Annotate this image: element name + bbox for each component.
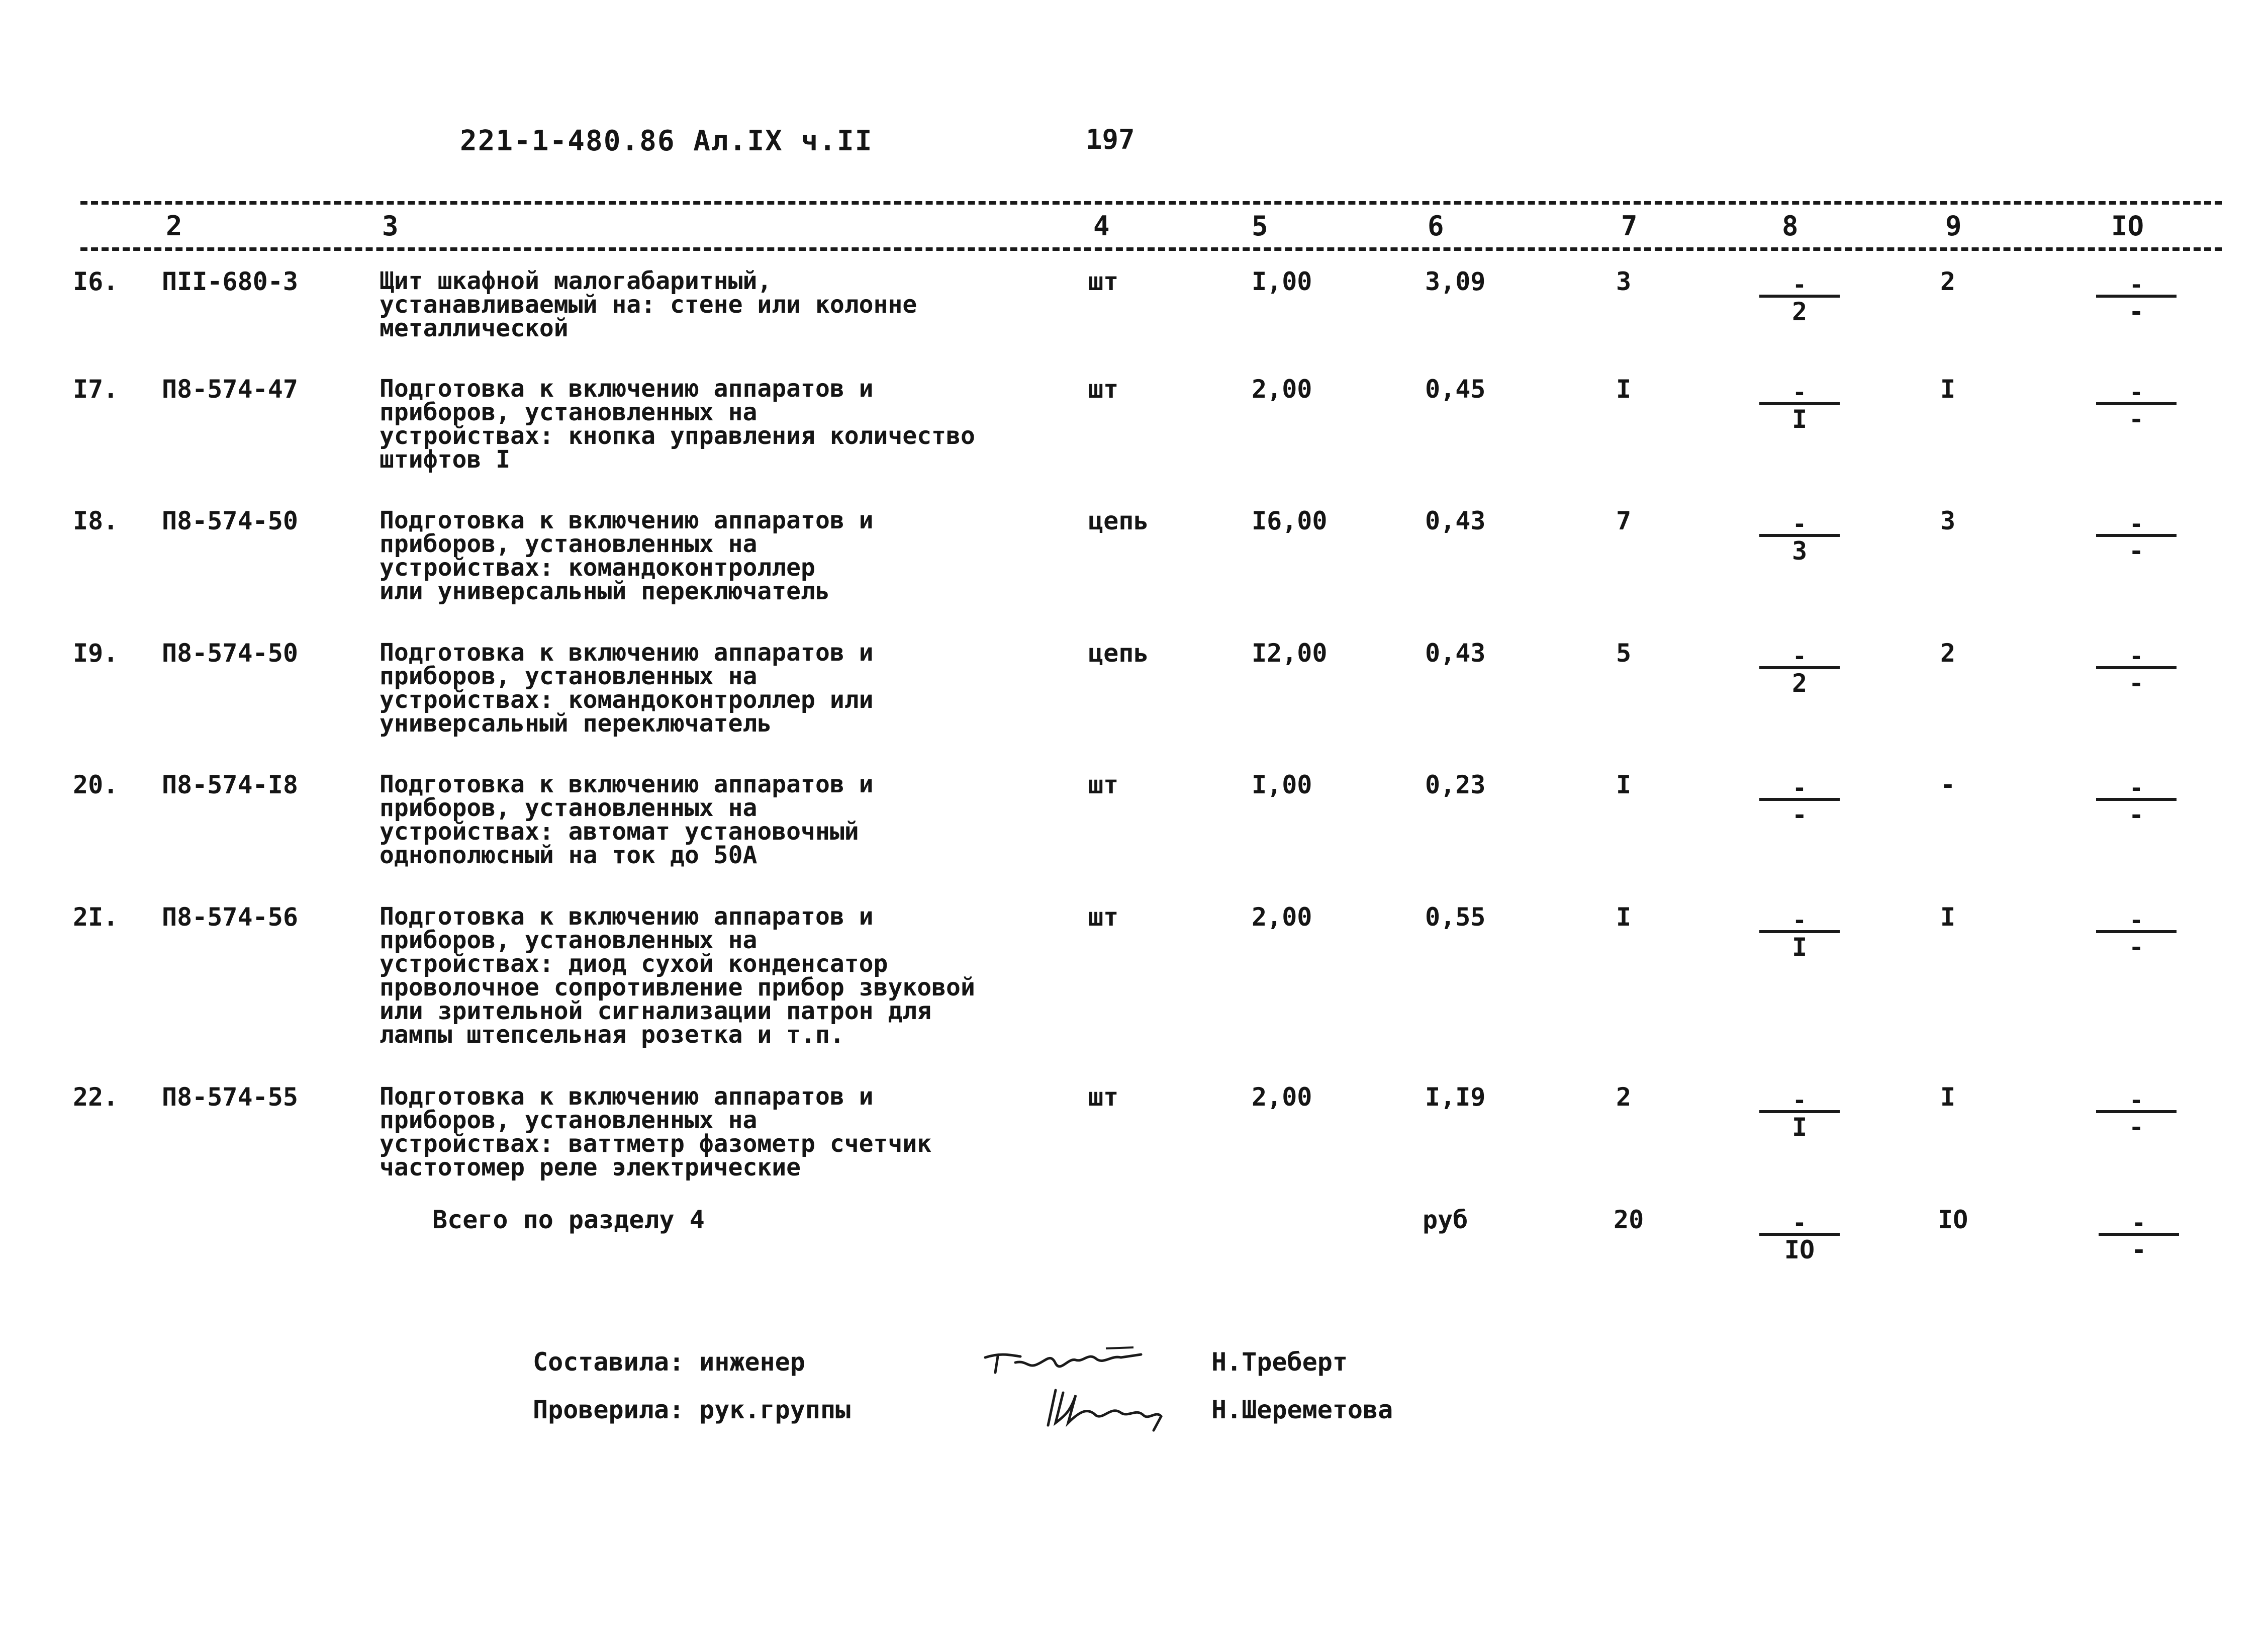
fraction-numerator: - xyxy=(1792,271,1807,298)
total-value: I xyxy=(1616,902,1632,932)
total-value: 5 xyxy=(1616,639,1632,668)
quantity: 2,00 xyxy=(1252,1082,1312,1112)
work-description: Подготовка к включению аппаратов и приборов, установленных на устройствах: диод сухой конденсатор проволочное сопротивление прибор звуковой или зрительной сигнализации патрон для лампы штепсельная розетка и т.п. xyxy=(380,902,975,1049)
fraction-numerator: - xyxy=(1792,1209,1807,1236)
work-description: Щит шкафной малогабаритный, устанавливаемый на: стене или колонне металлической xyxy=(380,267,917,342)
quantity: I2,00 xyxy=(1252,639,1328,668)
price-code: П8-574-50 xyxy=(162,639,298,668)
column-10-fraction xyxy=(2096,379,2177,434)
unit-price: 0,23 xyxy=(1425,770,1486,799)
column-10-fraction xyxy=(2096,510,2177,566)
column-10-fraction xyxy=(2096,774,2177,830)
document-code: 221-1-480.86 Ал.IX ч.II xyxy=(460,125,873,157)
fraction-denominator: 2 xyxy=(1791,297,1808,326)
compiled-by-name: Н.Треберт xyxy=(1211,1347,1348,1377)
row-number: I8. xyxy=(73,506,119,535)
work-description: Подготовка к включению аппаратов и приборов, установленных на устройствах: автомат установочный однополюсный на ток до 50А xyxy=(380,770,874,869)
unit-of-measure: шт xyxy=(1088,902,1119,932)
column-9-value: - xyxy=(1940,770,1956,799)
column-8-fraction xyxy=(1759,643,1840,698)
work-description: Подготовка к включению аппаратов и приборов, установленных на устройствах: ваттметр фазометр счетчик частотомер реле электрические xyxy=(380,1082,932,1182)
fraction-denominator: - xyxy=(2128,405,2144,434)
total-value: 7 xyxy=(1616,506,1632,535)
unit-price: 3,09 xyxy=(1425,267,1486,296)
summary-total: 20 xyxy=(1614,1205,1644,1234)
column-9-value: 3 xyxy=(1940,506,1956,535)
header-top-rule xyxy=(80,201,2222,205)
column-header-6: 6 xyxy=(1428,210,1444,242)
summary-col10-fraction xyxy=(2099,1209,2179,1264)
summary-label: Всего по разделу 4 xyxy=(432,1205,705,1234)
fraction-numerator: - xyxy=(2129,1086,2143,1114)
price-code: П8-574-50 xyxy=(162,506,298,535)
unit-price: 0,55 xyxy=(1425,902,1486,932)
fraction-numerator: - xyxy=(1792,510,1807,537)
signature-treberg xyxy=(980,1337,1146,1383)
column-9-value: I xyxy=(1940,375,1956,404)
column-8-fraction xyxy=(1759,774,1840,830)
unit-of-measure: цепь xyxy=(1088,639,1149,668)
fraction-numerator: - xyxy=(2129,906,2143,934)
fraction-numerator: - xyxy=(1792,906,1807,934)
column-8-fraction xyxy=(1759,379,1840,434)
column-header-4: 4 xyxy=(1093,210,1110,242)
quantity: I,00 xyxy=(1252,267,1312,296)
fraction-denominator: - xyxy=(1791,800,1808,830)
column-10-fraction xyxy=(2096,643,2177,698)
price-code: П8-574-I8 xyxy=(162,770,298,799)
fraction-denominator: - xyxy=(2128,933,2144,962)
fraction-denominator: - xyxy=(2128,1113,2144,1142)
page-number: 197 xyxy=(1086,124,1135,155)
unit-of-measure: цепь xyxy=(1088,506,1149,535)
column-9-value: 2 xyxy=(1940,267,1956,296)
quantity: I,00 xyxy=(1252,770,1312,799)
row-number: 2I. xyxy=(73,902,119,932)
fraction-denominator: I xyxy=(1791,933,1808,962)
column-header-5: 5 xyxy=(1252,210,1268,242)
price-code: П8-574-47 xyxy=(162,375,298,404)
column-9-value: I xyxy=(1940,902,1956,932)
summary-unit: руб xyxy=(1423,1205,1468,1234)
column-header-10: IO xyxy=(2111,210,2144,242)
fraction-numerator: - xyxy=(1792,643,1807,670)
quantity: 2,00 xyxy=(1252,902,1312,932)
unit-price: 0,43 xyxy=(1425,506,1486,535)
signature-sheremetova xyxy=(1041,1380,1181,1435)
fraction-denominator: I xyxy=(1791,1113,1808,1142)
row-number: I9. xyxy=(73,639,119,668)
fraction-denominator: - xyxy=(2128,800,2144,830)
fraction-denominator: - xyxy=(2128,536,2144,566)
fraction-numerator: - xyxy=(2129,774,2143,801)
unit-price: I,I9 xyxy=(1425,1082,1486,1112)
fraction-denominator: IO xyxy=(1784,1235,1815,1264)
summary-col8-fraction xyxy=(1759,1209,1840,1264)
total-value: I xyxy=(1616,375,1632,404)
unit-of-measure: шт xyxy=(1088,375,1119,404)
fraction-numerator: - xyxy=(2129,643,2143,670)
checked-by-name: Н.Шереметова xyxy=(1211,1395,1393,1424)
fraction-numerator: - xyxy=(1792,379,1807,406)
fraction-numerator: - xyxy=(2129,379,2143,406)
work-description: Подготовка к включению аппаратов и приборов, установленных на устройствах: кнопка управления количество штифтов I xyxy=(380,375,975,474)
price-code: ПII-680-3 xyxy=(162,267,298,296)
column-8-fraction xyxy=(1759,1086,1840,1142)
fraction-numerator: - xyxy=(2132,1209,2146,1236)
unit-of-measure: шт xyxy=(1088,1082,1119,1112)
total-value: 2 xyxy=(1616,1082,1632,1112)
quantity: I6,00 xyxy=(1252,506,1328,535)
fraction-denominator: - xyxy=(2128,297,2144,326)
quantity: 2,00 xyxy=(1252,375,1312,404)
price-code: П8-574-55 xyxy=(162,1082,298,1112)
column-10-fraction xyxy=(2096,906,2177,962)
fraction-denominator: 2 xyxy=(1791,669,1808,698)
total-value: I xyxy=(1616,770,1632,799)
fraction-numerator: - xyxy=(2129,510,2143,537)
unit-of-measure: шт xyxy=(1088,770,1119,799)
column-8-fraction xyxy=(1759,906,1840,962)
fraction-denominator: I xyxy=(1791,405,1808,434)
column-9-value: 2 xyxy=(1940,639,1956,668)
work-description: Подготовка к включению аппаратов и приборов, установленных на устройствах: командоконтроллер или универсальный переключатель xyxy=(380,506,874,605)
unit-price: 0,45 xyxy=(1425,375,1486,404)
column-8-fraction xyxy=(1759,510,1840,566)
unit-of-measure: шт xyxy=(1088,267,1119,296)
checked-by-label: Проверила: рук.группы xyxy=(533,1395,851,1424)
column-8-fraction xyxy=(1759,271,1840,326)
header-bottom-rule xyxy=(80,247,2222,251)
price-code: П8-574-56 xyxy=(162,902,298,932)
row-number: 22. xyxy=(73,1082,119,1112)
column-header-8: 8 xyxy=(1782,210,1799,242)
column-header-3: 3 xyxy=(382,210,399,242)
column-header-9: 9 xyxy=(1945,210,1962,242)
fraction-numerator: - xyxy=(2129,271,2143,298)
row-number: 20. xyxy=(73,770,119,799)
work-description: Подготовка к включению аппаратов и приборов, установленных на устройствах: командоконтроллер или универсальный переключатель xyxy=(380,639,874,738)
unit-price: 0,43 xyxy=(1425,639,1486,668)
column-header-2: 2 xyxy=(166,210,182,242)
column-header-7: 7 xyxy=(1621,210,1638,242)
fraction-numerator: - xyxy=(1792,774,1807,801)
column-10-fraction xyxy=(2096,271,2177,326)
total-value: 3 xyxy=(1616,267,1632,296)
column-10-fraction xyxy=(2096,1086,2177,1142)
fraction-numerator: - xyxy=(1792,1086,1807,1114)
column-9-value: I xyxy=(1940,1082,1956,1112)
fraction-denominator: - xyxy=(2131,1235,2147,1264)
fraction-denominator: 3 xyxy=(1791,536,1808,566)
summary-col9: IO xyxy=(1938,1205,1968,1234)
row-number: I7. xyxy=(73,375,119,404)
compiled-by-label: Составила: инженер xyxy=(533,1347,805,1377)
row-number: I6. xyxy=(73,267,119,296)
fraction-denominator: - xyxy=(2128,669,2144,698)
